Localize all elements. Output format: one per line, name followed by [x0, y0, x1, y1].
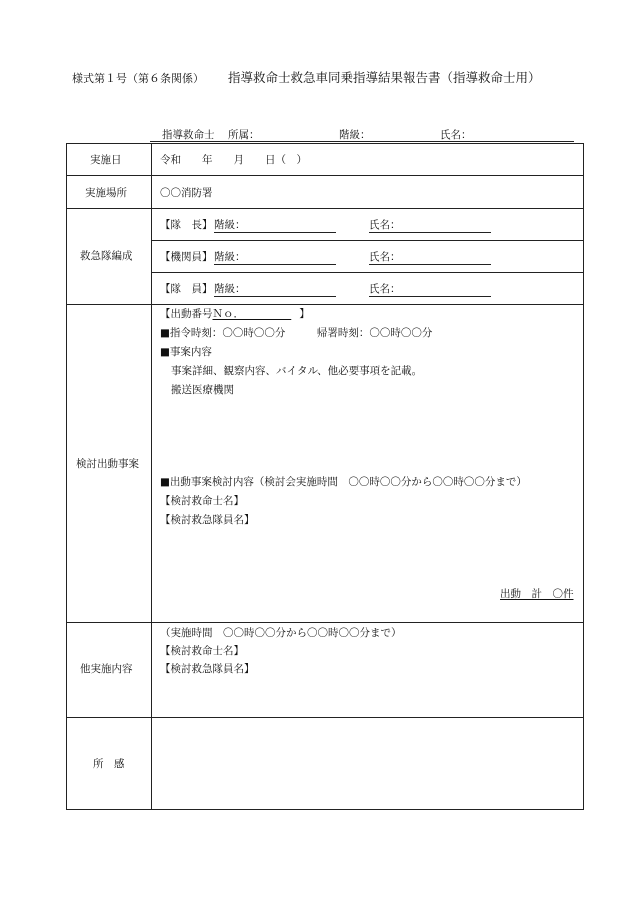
crew-driver-name-label: 氏名：: [369, 251, 401, 263]
signature-name-label: 氏名：: [440, 129, 472, 141]
document-title: 指導救命士救急車同乗指導結果報告書（指導救命士用）: [228, 70, 541, 85]
form-number: 様式第１号（第６条関係）: [72, 72, 204, 85]
crew-member-role: 【隊 員】: [160, 283, 213, 295]
dispatch-total: 出動 計 〇件: [500, 588, 574, 600]
date-value: 令和 年 月 日（ ）: [160, 154, 307, 166]
review-crew: 【検討救急隊員名】: [160, 514, 255, 526]
crew-member-rank-label: 階級：: [214, 283, 246, 295]
dispatch-times: ■指令時刻：〇〇時〇〇分 帰署時刻：〇〇時〇〇分: [160, 327, 433, 339]
signature-rank-label: 階級：: [339, 129, 371, 141]
other-label: 他実施内容: [80, 663, 133, 675]
review-heading: ■出動事案検討内容（検討会実施時間 〇〇時〇〇分から〇〇時〇〇分まで）: [160, 476, 527, 488]
dispatch-number: [160, 307, 310, 321]
cases-label: 検討出動事案: [76, 458, 139, 470]
signature-affiliation-label: 所属：: [228, 129, 260, 141]
crew-driver-rank-label: 階級：: [214, 251, 246, 263]
other-instructor: 【検討救命士名】: [160, 645, 244, 657]
dispatch-number-open: 【出動番号: [160, 308, 213, 320]
transport-hospital: 搬送医療機関: [171, 384, 234, 396]
crew-driver-role: 【機関員】: [160, 251, 213, 263]
report-table: [66, 143, 584, 810]
dispatch-number-close: 】: [299, 308, 310, 320]
other-time: （実施時間 〇〇時〇〇分から〇〇時〇〇分まで）: [160, 627, 402, 639]
other-crew: 【検討救急隊員名】: [160, 663, 255, 675]
signature-line: [150, 127, 574, 142]
case-detail: 事案詳細、観察内容、バイタル、他必要事項を記載。: [171, 365, 423, 377]
date-label: 実施日: [90, 154, 122, 166]
signature-role: 指導救命士: [162, 129, 215, 141]
remarks-label: 所 感: [93, 758, 125, 770]
place-value: 〇〇消防署: [160, 187, 213, 199]
crew-leader-name-label: 氏名：: [369, 219, 401, 231]
crew-leader-role: 【隊 長】: [160, 219, 213, 231]
place-label: 実施場所: [85, 187, 127, 199]
crew-leader-rank-label: 階級：: [214, 219, 246, 231]
review-instructor: 【検討救命士名】: [160, 495, 244, 507]
crew-label: 救急隊編成: [80, 250, 133, 262]
dispatch-number-value: Ｎｏ．: [212, 308, 292, 320]
crew-member-name-label: 氏名：: [369, 283, 401, 295]
case-heading: ■事案内容: [160, 346, 212, 358]
